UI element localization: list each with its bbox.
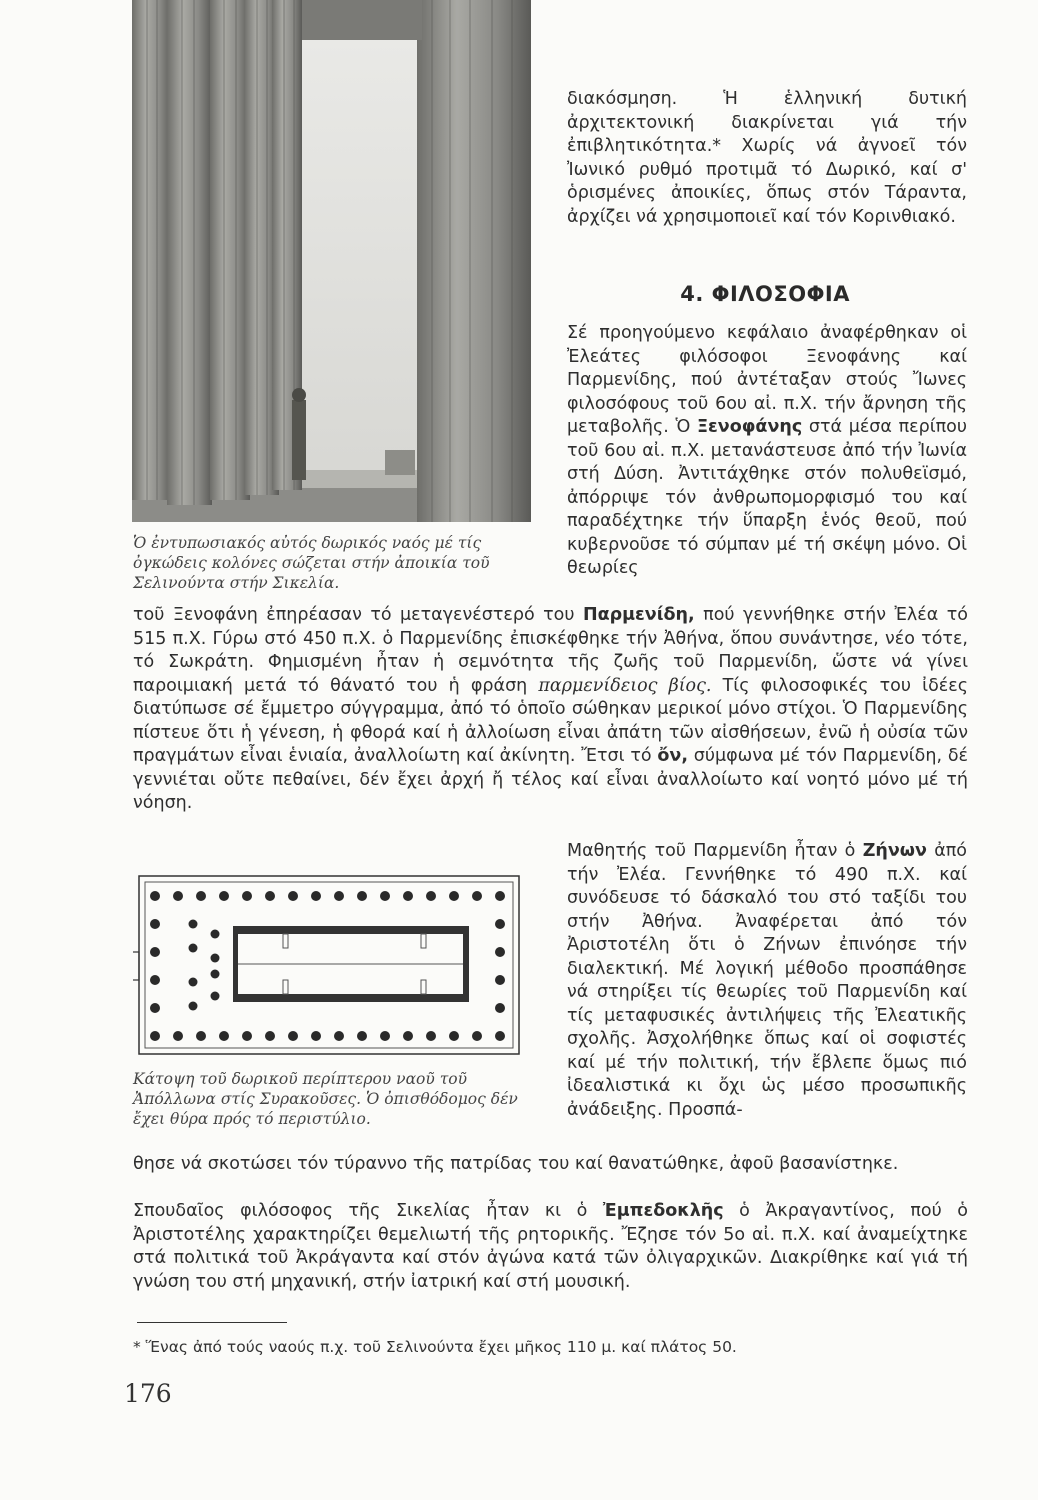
footnote-rule bbox=[137, 1322, 287, 1323]
p2-text-d: σύμφωνα μέ τόν Παρμενίδη, δέ γεννιέται οὔτε πεθαίνει, δέν ἔχει ἀρχή ἤ τέλος καί εἶναι ἀναλλοίωτο καί νοητό μόνο μέ τή νόηση. bbox=[133, 746, 968, 813]
p4-text-a: Σπουδαῖος φιλόσοφος τῆς Σικελίας ἦταν κι ὁ bbox=[133, 1201, 588, 1221]
zeno-name: Ζήνων bbox=[862, 841, 927, 861]
p1-text-b: στά μέσα περίπου τοῦ 6ου αἰ. π.Χ. μετανάστευσε ἀπό τήν Ἰωνία στή Δύση. Ἀντιτάχθηκε στόν πολυθεϊσμό, ἀπόρριψε τόν ἀνθρωπομορφισμό του καί παραδέχτηκε τήν ὕπαρξη ἑνός θεοῦ, πού κυβερνοῦσε τό σύμπαν μέ τή σκέψη μόνο. Οἱ θεωρίες bbox=[567, 417, 967, 578]
paragraph-3 bbox=[567, 840, 967, 1122]
intro-paragraph bbox=[567, 88, 967, 229]
xenophanes-name: Ξενοφάνης bbox=[697, 417, 803, 437]
page-number: 176 bbox=[124, 1379, 172, 1408]
paragraph-2 bbox=[133, 604, 968, 816]
p2-text-c: Τίς φιλοσοφικές του ἰδέες διατύπωσε σέ ἔμμετρο σύγγραμμα, ἀπό τό ὁποῖο σώθηκαν μερικοί μόνο στίχοι. Ὁ Παρμενίδης πίστευε ὅτι ἡ γένεση, ἡ φθορά καί ἡ ἀλλοίωση εἶναι ἀπάτη τῶν αἰσθήσεων, ἐνῶ ἡ οὐσία τῶν πραγμάτων εἶναι ἑνιαία, ἀναλλοίωτη καί ἀκίνητη. Ἔτσι τό bbox=[133, 675, 968, 766]
p3-text-a: Μαθητής τοῦ Παρμενίδη ἦταν ὁ bbox=[567, 841, 856, 861]
p4-text-b: ὁ Ἀκραγαντίνος, πού ὁ Ἀριστοτέλης χαρακτηρίζει θεμελιωτή τῆς ρητορικῆς. Ἔζησε τόν 5ο αἰ. π.Χ. καί ἀναμείχτηκε στά πολιτικά τοῦ Ἀκράγαντα καί στόν ἀγώνα κατά τῶν ὀλιγαρχικῶν. Διακρίθηκε καί γιά τή γνώση του στή μηχανική, στήν ἰατρική καί στή μουσική. bbox=[133, 1201, 968, 1292]
p3-text-c: θησε νά σκοτώσει τόν τύραννο τῆς πατρίδας του καί θανατώθηκε, ἀφοῦ βασανίστηκε. bbox=[133, 1154, 899, 1174]
parmenidean-phrase: παρμενίδειος βίος. bbox=[538, 675, 712, 696]
photo-caption: Ὁ ἐντυπωσιακός αὐτός δωρικός ναός μέ τίς ὀγκώδεις κολόνες σώζεται στήν ἀποικία τοῦ Σελινούντα στήν Σικελία. bbox=[133, 534, 490, 592]
p2-text-b: πού γεννήθηκε στήν Ἐλέα τό 515 π.Χ. Γύρω στό 450 π.Χ. ὁ Παρμενίδης ἐπισκέφθηκε τήν Ἀθήνα, ὅπου συνάντησε, νέο τότε, τό Σωκράτη. Φημισμένη ἦταν ἡ σεμνότητα τῆς ζωῆς τοῦ Παρμενίδη, ὥστε νά γίνει παροιμιακή μετά τό θάνατό του ἡ φράση bbox=[133, 605, 968, 696]
temple-photo bbox=[132, 0, 531, 522]
paragraph-1 bbox=[567, 322, 967, 581]
empedocles-name: Ἐμπεδοκλῆς bbox=[602, 1201, 724, 1221]
on-term: ὄν, bbox=[657, 746, 688, 766]
section-heading: 4. ΦΙΛΟΣΟΦΙΑ bbox=[680, 282, 850, 306]
temple-floor-plan bbox=[133, 874, 525, 1058]
temple-photo-image bbox=[132, 0, 531, 522]
footnote: * Ἕνας ἀπό τούς ναούς π.χ. τοῦ Σελινούντα ἔχει μῆκος 110 μ. καί πλάτος 50. bbox=[133, 1338, 737, 1356]
intro-text: διακόσμηση. Ἡ ἑλληνική δυτική ἀρχιτεκτονική διακρίνεται γιά τήν ἐπιβλητικότητα.* Χωρίς νά ἀγνοεῖ τόν Ἰωνικό ρυθμό προτιμᾶ τό Δωρικό, καί σ' ὁρισμένες ἀποικίες, ὅπως στόν Τάραντα, ἀρχίζει νά χρησιμοποιεῖ καί τόν Κορινθιακό. bbox=[567, 89, 967, 227]
paragraph-4 bbox=[133, 1200, 968, 1294]
floor-plan-drawing bbox=[133, 874, 525, 1058]
p2-text-a: τοῦ Ξενοφάνη ἐπηρέασαν τό μεταγενέστερό του bbox=[133, 605, 575, 625]
plan-caption: Κάτοψη τοῦ δωρικοῦ περίπτερου ναοῦ τοῦ Ἀπόλλωνα στίς Συρακοῦσες. Ὁ ὀπισθόδομος δέν ἔχει θύρα πρός τό περιστύλιο. bbox=[133, 1070, 518, 1128]
p1-text-a: Σέ προηγούμενο κεφάλαιο ἀναφέρθηκαν οἱ Ἐλεάτες φιλόσοφοι Ξενοφάνης καί Παρμενίδης, πού ἀντέταξαν στούς Ἴωνες φιλοσόφους τοῦ 6ου αἰ. π.Χ. τήν ἄρνηση τῆς μεταβολῆς. Ὁ bbox=[567, 323, 967, 437]
parmenides-name: Παρμενίδη, bbox=[582, 605, 695, 625]
p3-text-b: ἀπό τήν Ἐλέα. Γεννήθηκε τό 490 π.Χ. καί συνόδευσε τό δάσκαλό του στό ταξίδι του στήν Ἀθήνα. Ἀναφέρεται ἀπό τόν Ἀριστοτέλη ὅτι ὁ Ζήνων ἐπινόησε τήν διαλεκτική. Μέ λογική μέθοδο προσπάθησε νά στηρίξει τίς θεωρίες τοῦ Παρμενίδη καί τίς μεταφυσικές ἀντιλήψεις τῆς Ἐλεατικῆς σχολῆς. Ἀσχολήθηκε ὅπως καί οἱ σοφιστές καί μέ τήν πολιτική, τήν ἔβλεπε ὅμως πιό ἰδεαλιστικά κι ὄχι ὡς μέσο προσωπικῆς ἀνάδειξης. Προσπά- bbox=[567, 841, 967, 1120]
paragraph-3-continued bbox=[133, 1153, 968, 1177]
